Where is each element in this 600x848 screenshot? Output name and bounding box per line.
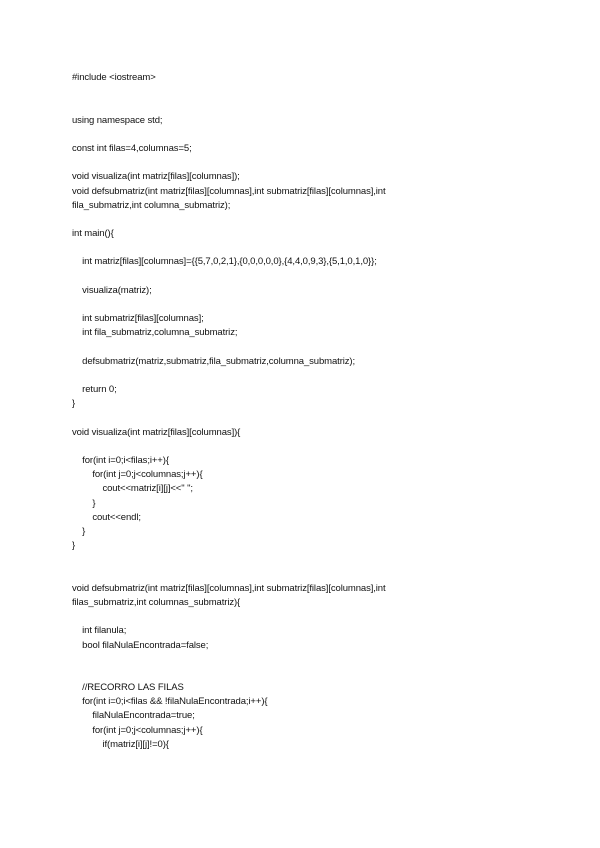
code-line: for(int j=0;j<columnas;j++){ (72, 469, 203, 481)
code-line: } (72, 540, 76, 552)
code-line (72, 270, 582, 284)
code-line: } (72, 526, 86, 537)
code-line (72, 369, 582, 383)
code-line: return 0; (72, 384, 117, 396)
code-line: defsubmatriz(matriz,submatriz,fila_submatriz,columna_submatriz); (72, 355, 356, 367)
code-line (72, 99, 582, 113)
code-line (72, 85, 582, 99)
code-line: int fila_submatriz,columna_submatriz; (72, 327, 238, 339)
code-line: int submatriz[filas][columnas]; (72, 313, 204, 325)
code-line (72, 610, 582, 624)
code-line (72, 156, 582, 170)
code-line (72, 213, 582, 227)
code-line: void visualiza(int matriz[filas][columnas]); (72, 171, 240, 183)
code-line (72, 241, 582, 255)
code-line: int filanula; (72, 625, 127, 637)
code-line (72, 568, 582, 582)
code-line: //RECORRO LAS FILAS (72, 682, 184, 694)
code-line: void visualiza(int matriz[filas][columnas]){ (72, 426, 241, 438)
code-line: cout<<endl; (72, 511, 141, 523)
code-line (72, 412, 582, 426)
code-line (72, 667, 582, 681)
code-listing (72, 71, 582, 752)
code-line: } (72, 497, 96, 509)
code-line: using namespace std; (72, 114, 163, 126)
code-line: void defsubmatriz(int matriz[filas][columnas],int submatriz[filas][columnas],int (72, 582, 386, 594)
code-line: for(int i=0;i<filas;i++){ (72, 455, 169, 467)
code-line: int main(){ (72, 228, 114, 240)
code-line: filaNulaEncontrada=true; (72, 710, 195, 722)
code-line: void defsubmatriz(int matriz[filas][columnas],int submatriz[filas][columnas],int (72, 185, 386, 197)
code-line: if(matriz[i][j]!=0){ (72, 738, 169, 750)
code-line (72, 653, 582, 667)
code-line: #include <iostream> (72, 72, 156, 83)
code-line: fila_submatriz,int columna_submatriz); (72, 199, 231, 211)
code-line (72, 553, 582, 567)
code-line: for(int j=0;j<columnas;j++){ (72, 724, 203, 736)
code-line (72, 298, 582, 312)
code-line (72, 128, 582, 142)
code-line: bool filaNulaEncontrada=false; (72, 639, 209, 651)
code-line (72, 341, 582, 355)
code-line: } (72, 398, 76, 410)
code-line: filas_submatriz,int columnas_submatriz){ (72, 596, 241, 608)
code-line: int matriz[filas][columnas]={{5,7,0,2,1},{0,0,0,0,0},{4,4,0,9,3},{5,1,0,1,0}}; (72, 256, 377, 268)
code-line: for(int i=0;i<filas && !filaNulaEncontrada;i++){ (72, 696, 268, 708)
code-line: cout<<matriz[i][j]<<" "; (72, 483, 193, 495)
code-line: const int filas=4,columnas=5; (72, 142, 192, 154)
code-line (72, 440, 582, 454)
code-line: visualiza(matriz); (72, 284, 152, 296)
